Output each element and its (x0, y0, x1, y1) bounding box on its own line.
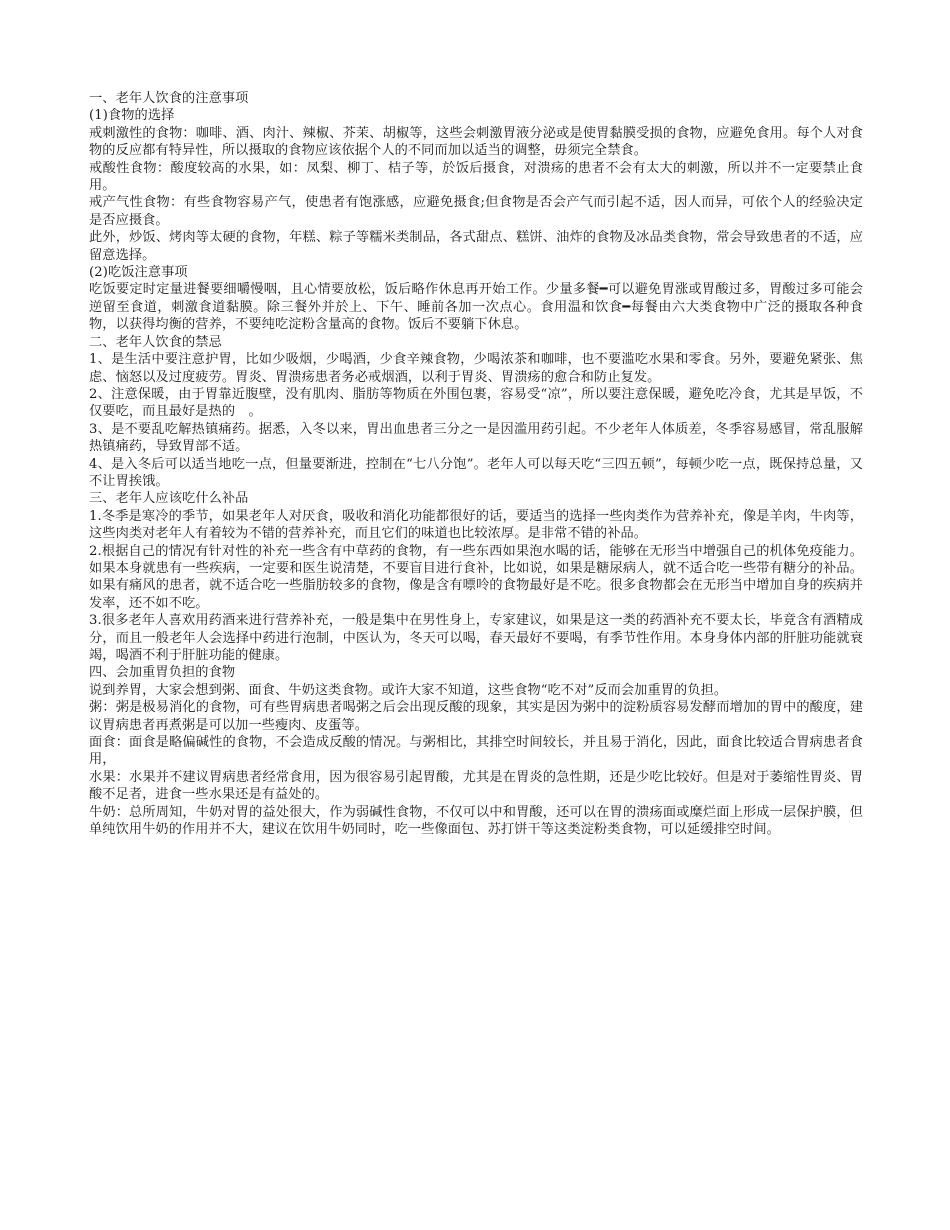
section-heading: 四、会加重胃负担的食物 (89, 665, 236, 681)
paragraph: 3.很多老年人喜欢用药酒来进行营养补充，一般是集中在男性身上，专家建议，如果是这一类的药酒补充不要太长，毕竟含有酒精成分，而且一般老年人会选择中药进行泡制，中医认为，冬天可以喝，春天最好不要喝，有季节性作用。本身身体内部的肝脏功能就衰竭，喝酒不利于肝脏功能的健康。 (89, 613, 863, 663)
paragraph: 粥：粥是极易消化的食物，可有些胃病患者喝粥之后会出现反酸的现象，其实是因为粥中的淀粉质容易发酵而增加的胃中的酸度，建议胃病患者再煮粥是可以加一些瘦肉、皮蛋等。 (89, 700, 863, 733)
paragraph: 3、是不要乱吃解热镇痛药。据悉，入冬以来，胃出血患者三分之一是因滥用药引起。不少老年人体质差，冬季容易感冒，常乱服解热镇痛药，导致胃部不适。 (89, 421, 863, 455)
section-heading: 一、老年人饮食的注意事项 (89, 91, 249, 106)
section-1 (89, 90, 863, 334)
paragraph: 4、是入冬后可以适当地吃一点，但量要渐进，控制在“七八分饱”。老年人可以每天吃“三四五顿”，每顿少吃一点，既保持总量，又不让胃挨饿。 (89, 456, 863, 489)
document-body (89, 90, 863, 838)
paragraph: 面食：面食是略偏碱性的食物，不会造成反酸的情况。与粥相比，其排空时间较长，并且易于消化，因此，面食比较适合胃病患者食用， (89, 735, 863, 768)
paragraph: 戒酸性食物：酸度较高的水果，如：凤梨、柳丁、桔子等，於饭后摄食，对溃疡的患者不会有太大的刺激，所以并不一定要禁止食用。 (89, 160, 863, 194)
paragraph: 1、是生活中要注意护胃，比如少吸烟，少喝酒，少食辛辣食物，少喝浓茶和咖啡，也不要滥吃水果和零食。另外，要避免紧张、焦虑、恼怒以及过度疲劳。胃炎、胃溃疡患者务必戒烟酒，以利于胃炎、胃溃疡的愈合和防止复发。 (89, 352, 863, 385)
section-2 (89, 334, 863, 491)
subheading-food-selection: (1)食物的选择 (89, 108, 175, 124)
section-4 (89, 664, 863, 838)
paragraph: 吃饭要定时定量进餐要细嚼慢咽，且心情要放松，饭后略作休息再开始工作。少量多餐━可以避免胃涨或胃酸过多，胃酸过多可能会逆留至食道，刺激食道黏膜。除三餐外并於上、下午、睡前各加一次点心。食用温和饮食━每餐由六大类食物中广泛的摄取各种食物，以获得均衡的营养，不要纯吃淀粉含量高的食物。饭后不要躺下休息。 (89, 282, 863, 333)
paragraph: 2.根据自己的情况有针对性的补充一些含有中草药的食物，有一些东西如果泡水喝的话，能够在无形当中增强自己的机体免疫能力。如果本身就患有一些疾病，一定要和医生说清楚，不要盲目进行食补，比如说，如果是糖尿病人，就不适合吃一些带有糖分的补品。如果有痛风的患者，就不适合吃一些脂肪较多的食物，像是含有嘌呤的食物最好是不吃。很多食物都会在无形当中增加自身的疾病并发率，还不如不吃。 (89, 543, 863, 611)
paragraph: 水果：水果并不建议胃病患者经常食用，因为很容易引起胃酸，尤其是在胃炎的急性期，还是少吃比较好。但是对于萎缩性胃炎、胃酸不足者，进食一些水果还是有益处的。 (89, 769, 863, 803)
section-heading: 二、老年人饮食的禁忌 (89, 334, 222, 350)
paragraph: 2、注意保暖，由于胃靠近腹壁，没有肌肉、脂肪等物质在外围包裹，容易受“凉”，所以要注意保暖，避免吃冷食，尤其是早饭，不仅要吃，而且最好是热的 。 (89, 386, 863, 420)
section-3 (89, 490, 863, 664)
paragraph: 牛奶：总所周知，牛奶对胃的益处很大，作为弱碱性食物，不仅可以中和胃酸，还可以在胃的溃疡面或糜烂面上形成一层保护膜，但单纯饮用牛奶的作用并不大，建议在饮用牛奶同时，吃一些像面包、苏打饼干等这类淀粉类食物，可以延缓排空时间。 (89, 804, 863, 838)
subheading-meal-notes: (2)吃饭注意事项 (89, 265, 188, 281)
paragraph: 戒刺激性的食物：咖啡、酒、肉汁、辣椒、芥茉、胡椒等，这些会刺激胃液分泌或是使胃黏膜受损的食物，应避免食用。每个人对食物的反应都有特异性，所以摄取的食物应该依据个人的不同而加以适当的调整，毋须完全禁食。 (89, 125, 863, 159)
paragraph: 戒产气性食物：有些食物容易产气，使患者有饱涨感，应避免摄食;但食物是否会产气而引起不适，因人而异，可依个人的经验决定是否应摄食。 (89, 195, 863, 228)
paragraph: 此外，炒饭、烤肉等太硬的食物，年糕、粽子等糯米类制品，各式甜点、糕饼、油炸的食物及冰品类食物，常会导致患者的不适，应留意选择。 (89, 230, 863, 263)
section-heading: 三、老年人应该吃什么补品 (89, 491, 249, 507)
paragraph: 1.冬季是寒冷的季节，如果老年人对厌食，吸收和消化功能都很好的话，要适当的选择一些肉类作为营养补充，像是羊肉，牛肉等，这些肉类对老年人有着较为不错的营养补充，而且它们的味道也比较浓厚。是非常不错的补品。 (89, 508, 863, 542)
paragraph: 说到养胃，大家会想到粥、面食、牛奶这类食物。或许大家不知道，这些食物“吃不对”反而会加重胃的负担。 (89, 682, 728, 698)
